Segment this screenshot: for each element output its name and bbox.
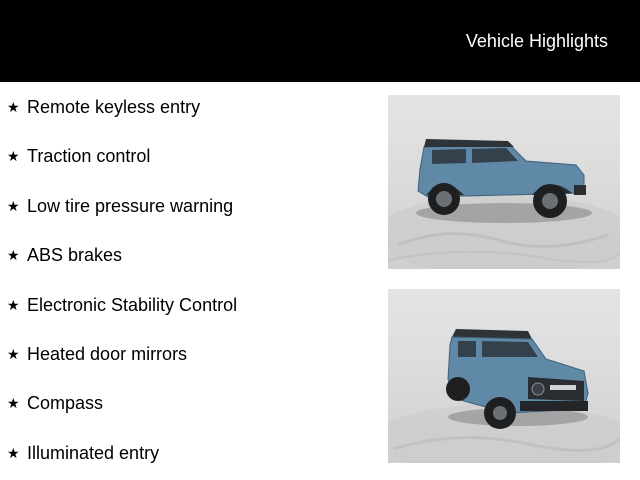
vehicle-photo-side[interactable] [388, 95, 620, 269]
star-icon: ★ [7, 98, 20, 115]
star-icon: ★ [7, 197, 20, 214]
feature-label: Remote keyless entry [27, 96, 201, 117]
star-icon: ★ [7, 394, 20, 411]
feature-label: Traction control [27, 145, 151, 166]
feature-item [7, 341, 187, 367]
feature-item [7, 193, 233, 219]
feature-item [7, 292, 237, 318]
feature-label: Low tire pressure warning [27, 195, 234, 216]
feature-label: Electronic Stability Control [27, 294, 238, 315]
star-icon: ★ [7, 246, 20, 263]
page-header [0, 0, 640, 82]
feature-item [7, 94, 200, 120]
vehicle-photo-front[interactable] [388, 289, 620, 463]
feature-label: ABS brakes [27, 244, 123, 265]
feature-item [7, 242, 122, 268]
feature-label: Compass [27, 392, 104, 413]
star-icon: ★ [7, 296, 20, 313]
feature-item [7, 390, 103, 416]
feature-label: Illuminated entry [27, 442, 160, 463]
star-icon: ★ [7, 444, 20, 461]
page-title: Vehicle Highlights [465, 31, 608, 51]
feature-item [7, 143, 150, 169]
star-icon: ★ [7, 345, 20, 362]
star-icon: ★ [7, 147, 20, 164]
feature-item [7, 440, 159, 466]
feature-label: Heated door mirrors [27, 343, 188, 364]
